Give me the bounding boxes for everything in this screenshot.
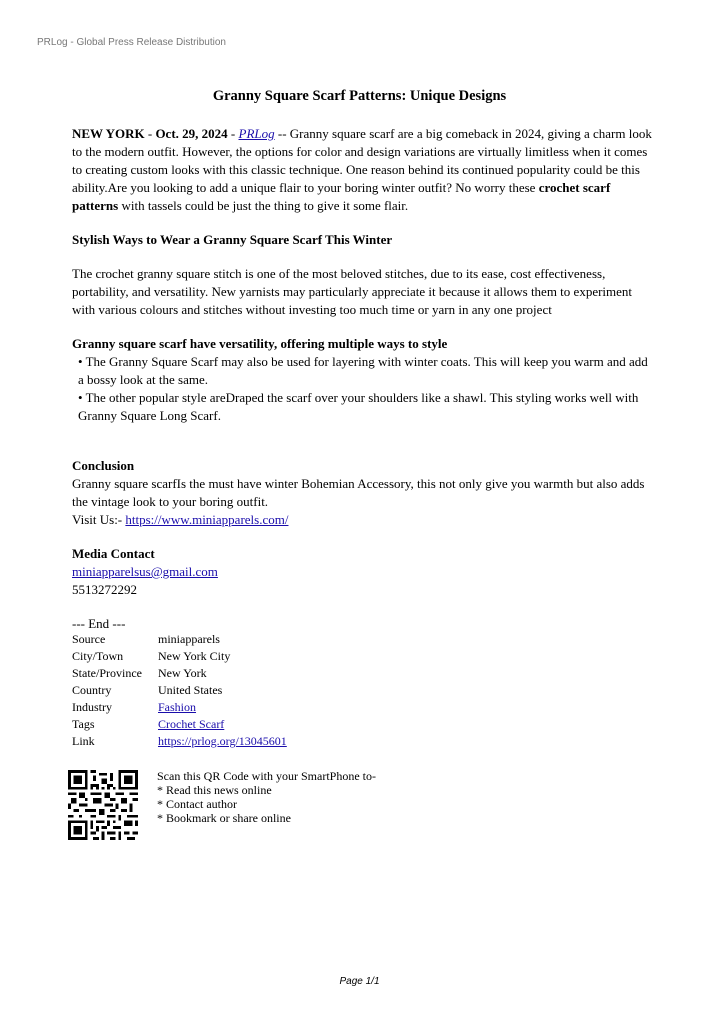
bullet-item: • The Granny Square Scarf may also be used for layering with winter coats. This will keep you warm and add a bossy look at the same. xyxy=(78,354,648,387)
table-row xyxy=(72,648,287,665)
meta-value-source: miniapparels xyxy=(158,632,220,646)
meta-label-city: City/Town xyxy=(72,649,124,663)
website-link[interactable]: https://www.miniapparels.com/ xyxy=(125,512,289,527)
visit-line xyxy=(72,511,652,529)
release-date: Oct. 29, 2024 xyxy=(155,126,228,141)
intro-paragraph xyxy=(72,125,652,215)
table-row xyxy=(72,733,287,750)
meta-label-link: Link xyxy=(72,734,95,748)
dateline-separator: - xyxy=(144,126,156,141)
end-marker: --- End --- xyxy=(72,616,126,631)
dateline: NEW YORK xyxy=(72,126,145,141)
section-body-stylish-ways: The crochet granny square stitch is one of the most beloved stitches, due to its ease, cost effectiveness, portability, and versatility. New yarnists may particularly appreciate it because it allows them to experiment with various colours and stitches without investing too much time or yarn in any one project xyxy=(72,266,633,317)
contact-phone: 5513272292 xyxy=(72,582,137,597)
visit-label: Visit Us:- xyxy=(72,512,126,527)
qr-instructions xyxy=(157,769,376,825)
table-row xyxy=(72,665,287,682)
meta-label-state: State/Province xyxy=(72,666,142,680)
release-metadata-table xyxy=(72,631,287,750)
contact-email-link[interactable]: miniapparelsus@gmail.com xyxy=(72,564,218,579)
section-heading-versatility: Granny square scarf have versatility, offering multiple ways to style xyxy=(72,336,448,351)
conclusion-body: Granny square scarfIs the must have winter Bohemian Accessory, this not only give you warmth but also adds the vintage look to your boring outfit. xyxy=(72,476,645,509)
table-row xyxy=(72,716,287,733)
qr-text-line: * Bookmark or share online xyxy=(157,811,291,825)
meta-label-tags: Tags xyxy=(72,717,95,731)
page-number: Page 1/1 xyxy=(339,976,380,987)
article-body xyxy=(72,125,652,633)
conclusion-heading: Conclusion xyxy=(72,458,135,473)
page-title: Granny Square Scarf Patterns: Unique Designs xyxy=(212,88,507,104)
prlog-link[interactable]: PRLog xyxy=(238,126,275,141)
meta-label-country: Country xyxy=(72,683,112,697)
intro-text: -- Granny square scarf are a big comeback in 2024, giving a charm look to the modern outfit. However, the options for color and design variations are virtually limitless when it comes to creating custom looks with this classic technique. One reason behind its continued popularity could be this ability.Are you looking to add a unique flair to your boring winter outfit? No worry these xyxy=(72,126,652,195)
meta-label-industry: Industry xyxy=(72,700,112,714)
meta-value-state: New York xyxy=(158,666,207,680)
table-row xyxy=(72,682,287,699)
meta-label-source: Source xyxy=(72,632,106,646)
table-row xyxy=(72,699,287,716)
qr-text-line: * Contact author xyxy=(157,797,237,811)
table-row xyxy=(72,631,287,648)
media-contact-heading: Media Contact xyxy=(72,546,155,561)
bullet-item: • The other popular style areDraped the scarf over your shoulders like a shawl. This styling works well with Granny Square Long Scarf. xyxy=(78,390,639,423)
qr-text-line: * Read this news online xyxy=(157,783,272,797)
release-permalink[interactable]: https://prlog.org/13045601 xyxy=(158,734,287,748)
date-separator: - xyxy=(227,126,239,141)
tags-link[interactable]: Crochet Scarf xyxy=(158,717,225,731)
site-header: PRLog - Global Press Release Distribution xyxy=(37,37,226,48)
qr-text-line: Scan this QR Code with your SmartPhone to- xyxy=(157,769,376,783)
industry-link[interactable]: Fashion xyxy=(158,700,197,714)
section-heading-stylish-ways: Stylish Ways to Wear a Granny Square Scarf This Winter xyxy=(72,232,393,247)
intro-bold-text: crochet scarf patterns xyxy=(72,180,611,213)
qr-code xyxy=(68,770,138,840)
meta-value-country: United States xyxy=(158,683,223,697)
meta-value-city: New York City xyxy=(158,649,231,663)
intro-text-end: with tassels could be just the thing to give it some flair. xyxy=(118,198,409,213)
